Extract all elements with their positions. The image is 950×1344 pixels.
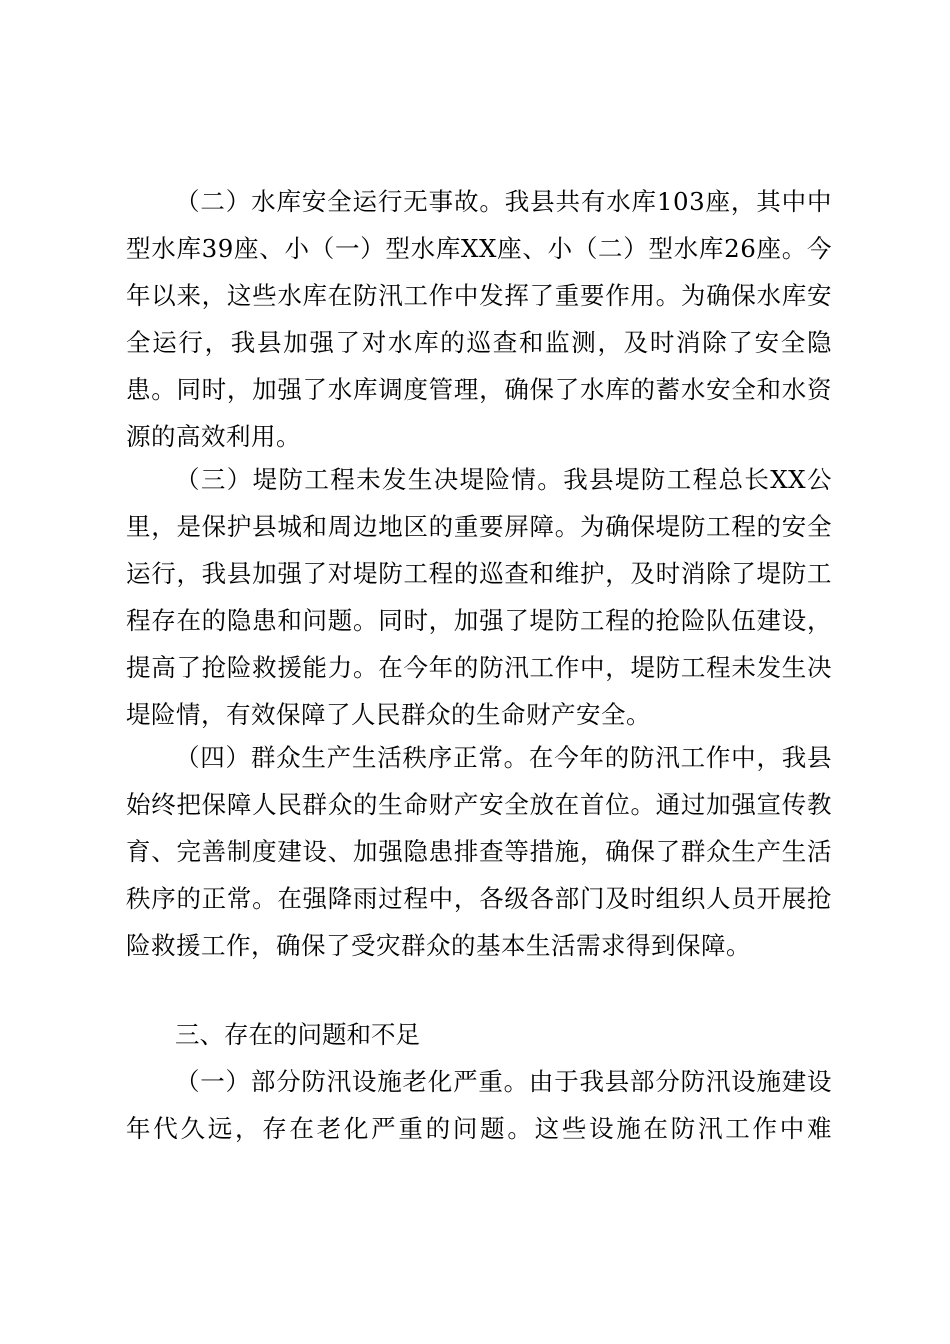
section-heading: 三、存在的问题和不足 — [175, 1020, 420, 1049]
paragraph-public-order — [126, 734, 832, 969]
paragraph-body: 在今年的防汛工作中，我县始终把保障人民群众的生命财产安全放在首位。通过加强宣传教育、完善制度建设、加强隐患排查等措施，确保了群众生产生活秩序的正常。在强降雨过程中，各级各部门及时组织人员开展抢险救援工作，确保了受灾群众的基本生活需求得到保障。 — [126, 743, 833, 960]
paragraph-lead: （一）部分防汛设施老化严重。 — [175, 1067, 529, 1096]
paragraph-body: 我县共有水库103座，其中中型水库39座、小（一）型水库XX座、小（二）型水库26座。今年以来，这些水库在防汛工作中发挥了重要作用。为确保水库安全运行，我县加强了对水库的巡查和监测，及时消除了安全隐患。同时，加强了水库调度管理，确保了水库的蓄水安全和水资源的高效利用。 — [126, 187, 832, 451]
paragraph-body: 由于我县部分防汛设施建设年代久远，存在老化严重的问题。这些设施在防汛工作中难 — [126, 1067, 833, 1143]
paragraph-reservoir-safety — [126, 178, 832, 460]
paragraph-body: 我县堤防工程总长XX公里，是保护县城和周边地区的重要屏障。为确保堤防工程的安全运行，我县加强了对堤防工程的巡查和维护，及时消除了堤防工程存在的隐患和问题。同时，加强了堤防工程的抢险队伍建设，提高了抢险救援能力。在今年的防汛工作中，堤防工程未发生决堤险情，有效保障了人民群众的生命财产安全。 — [126, 465, 833, 729]
paragraph-aging-facilities — [126, 1058, 832, 1152]
paragraph-lead: （四）群众生产生活秩序正常。 — [175, 743, 529, 772]
paragraph-lead: （二）水库安全运行无事故。 — [175, 187, 505, 216]
paragraph-lead: （三）堤防工程未发生决堤险情。 — [175, 465, 564, 494]
paragraph-embankment-safety — [126, 456, 832, 738]
